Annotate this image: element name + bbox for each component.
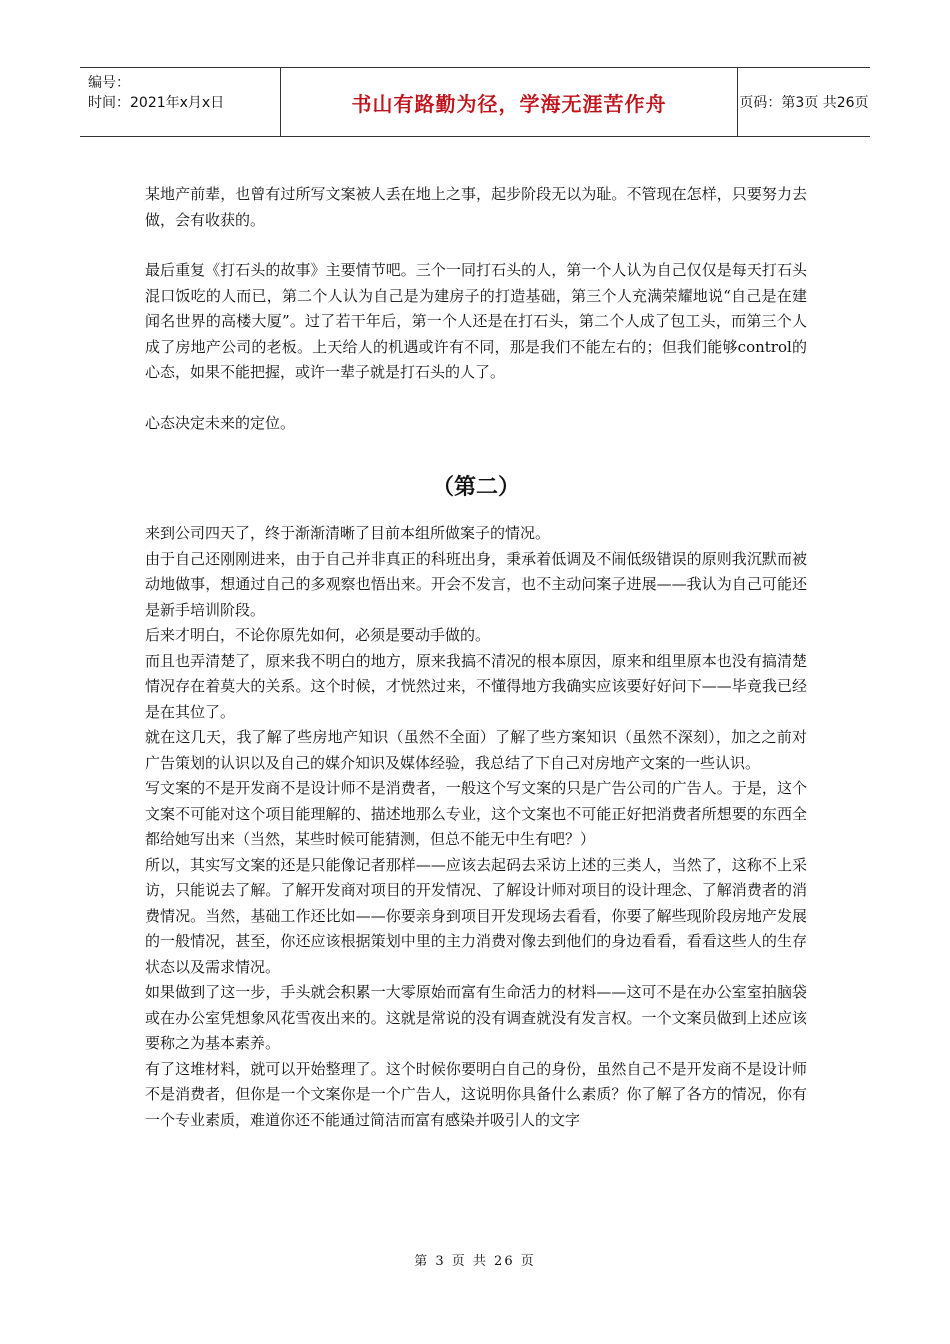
paragraph: 就在这几天，我了解了些房地产知识（虽然不全面）了解了些方案知识（虽然不深刻），加之之前对广告策划的认识以及自己的媒介知识及媒体经验，我总结了下自己对房地产文案的一些认识。: [145, 728, 807, 772]
paragraph: 后来才明白，不论你原先如何，必须是要动手做的。: [145, 626, 491, 644]
header-page-info: 页码：第3页 共26页: [739, 95, 869, 111]
paragraph: 而且也弄清楚了，原来我不明白的地方，原来我搞不清况的根本原因，原来和组里原本也没有搞清楚情况存在着莫大的关系。这个时候，才恍然过来，不懂得地方我确实应该要好好问下——毕竟我已经是在其位了。: [145, 651, 807, 721]
paragraph: 心态决定未来的定位。: [145, 413, 296, 432]
section-title: （第二）: [431, 474, 520, 500]
paragraph: 所以，其实写文案的还是只能像记者那样——应该去起码去采访上述的三类人，当然了，这称不上采访，只能说去了解。了解开发商对项目的开发情况、了解设计师对项目的设计理念、了解消费者的消费情况。当然，基础工作还比如——你要亲身到项目开发现场去看看，你要了解些现阶段房地产发展的一般情况，甚至，你还应该根据策划中里的主力消费对像去到他们的身边看看，看看这些人的生存状态以及需求情况。: [145, 855, 807, 976]
paragraph: 有了这堆材料，就可以开始整理了。这个时候你要明白自己的身份，虽然自己不是开发商不是设计师不是消费者，但你是一个文案你是一个广告人，这说明你具备什么素质？你了解了各方的情况，你有一个专业素质，难道你还不能通过简洁而富有感染并吸引人的文字: [145, 1059, 807, 1129]
header-motto: 书山有路勤为径，学海无涯苦作舟: [351, 91, 667, 116]
paragraph: 某地产前辈，也曾有过所写文案被人丢在地上之事，起步阶段无以为耻。不管现在怎样，只要努力去做，会有收获的。: [145, 185, 807, 229]
header-divider: [737, 68, 738, 136]
document-body: [145, 182, 807, 1133]
page-footer: 第 3 页 共 26 页: [414, 1254, 536, 1269]
paragraph: 如果做到了这一步，手头就会积累一大零原始而富有生命活力的材料——这可不是在办公室室拍脑袋或在办公室凭想象风花雪夜出来的。这就是常说的没有调查就没有发言权。一个文案员做到上述应该要称之为基本素养。: [145, 983, 807, 1052]
paragraph: 写文案的不是开发商不是设计师不是消费者，一般这个写文案的只是广告公司的广告人。于是，这个文案不可能对这个项目能理解的、描述地那么专业，这个文案也不可能正好把消费者所想要的东西全都给她写出来（当然，某些时候可能猜测，但总不能无中生有吧？）: [145, 779, 807, 848]
document-number-label: 编号：: [88, 75, 130, 91]
document-date: 时间：2021年x月x日: [88, 95, 225, 111]
paragraph: 由于自己还刚刚进来，由于自己并非真正的科班出身，秉承着低调及不闹低级错误的原则我沉默而被动地做事，想通过自己的多观察也悟出来。开会不发言，也不主动问案子进展——我认为自己可能还是新手培训阶段。: [145, 549, 807, 619]
paragraph: 来到公司四天了，终于渐渐清晰了目前本组所做案子的情况。: [145, 524, 551, 542]
header-meta: [88, 73, 278, 113]
paragraph: 最后重复《打石头的故事》主要情节吧。三个一同打石头的人，第一个人认为自己仅仅是每天打石头混口饭吃的人而已，第二个人认为自己是为建房子的打造基础，第三个人充满荣耀地说“自己是在建闻名世界的高楼大厦”。过了若干年后，第一个人还是在打石头，第二个人成了包工头，而第三个人成了房地产公司的老板。上天给人的机遇或许有不同，那是我们不能左右的；但我们能够control的心态，如果不能把握，或许一辈子就是打石头的人了。: [145, 261, 807, 381]
header-divider: [280, 68, 281, 136]
page-header: [80, 67, 870, 137]
